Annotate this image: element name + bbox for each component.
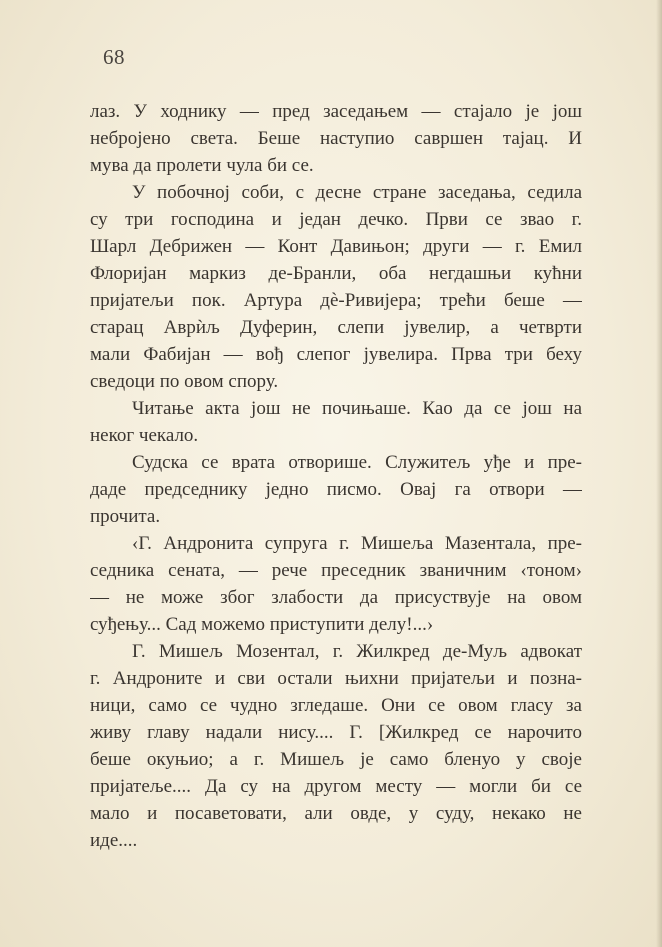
text-line: ници, само се чудно згледаше. Они се овом гласу за xyxy=(90,695,582,716)
text-line: Читање акта још не почињаше. Као да се још на xyxy=(132,398,582,419)
text-line: лаз. У ходнику — пред заседањем — стајало је још xyxy=(90,101,582,122)
body-text xyxy=(90,98,582,854)
text-line: мало и посаветовати, али овде, у суду, некако не xyxy=(90,803,582,824)
paragraph xyxy=(90,179,582,395)
text-line: живу главу надали нису.... Г. [Жилкред се нарочито xyxy=(90,722,582,743)
text-line: су три господина и један дечко. Први се звао г. xyxy=(90,209,582,230)
text-line: сведоци по овом спору. xyxy=(90,371,279,392)
page-edge xyxy=(656,0,662,947)
text-line: седника сената, — рече преседник званичним ‹тоном› xyxy=(90,560,582,581)
text-line: У побочној соби, с десне стране заседања, седила xyxy=(132,182,582,203)
paragraph xyxy=(90,449,582,530)
text-line: иде.... xyxy=(90,830,138,851)
text-line: старац Аврѝљ Дуферин, слепи јувелир, а четврти xyxy=(90,317,582,338)
text-line: прочита. xyxy=(90,506,161,527)
paragraph xyxy=(90,530,582,638)
text-line: Флоријан маркиз де-Бранли, оба негдашњи кућни xyxy=(90,263,582,284)
text-line: мува да пролети чула би се. xyxy=(90,155,314,176)
text-line: Судска се врата отворише. Служитељ уђе и пре- xyxy=(132,452,582,473)
text-line: г. Андроните и сви остали њихни пријатељи и позна- xyxy=(90,668,582,689)
page-number: 68 xyxy=(103,45,125,69)
paragraph xyxy=(90,638,582,854)
text-line: — не може због злабости да присуствује на овом xyxy=(90,587,582,608)
text-line: беше окуњио; а г. Мишељ је само бленуо у своје xyxy=(90,749,582,770)
text-line: неког чекало. xyxy=(90,425,199,446)
text-line: мали Фабијан — вођ слепог јувелира. Прва три беху xyxy=(90,344,582,365)
text-line: Шарл Дебрижен — Конт Давињон; други — г. Емил xyxy=(90,236,582,257)
text-line: небројено света. Беше наступио савршен тајац. И xyxy=(90,128,582,149)
text-line: ‹Г. Андронита супруга г. Мишеља Мазентала, пре- xyxy=(132,533,582,554)
text-line: Г. Мишељ Мозентал, г. Жилкред де-Муљ адвокат xyxy=(132,641,582,662)
text-line: пријатеље.... Да су на другом месту — могли би се xyxy=(90,776,582,797)
paragraph xyxy=(90,395,582,449)
paragraph xyxy=(90,98,582,179)
text-line: суђењу... Сад можемо приступити делу!...› xyxy=(90,614,434,635)
text-line: даде председнику једно писмо. Овај га отвори — xyxy=(90,479,582,500)
text-line: пријатељи пок. Артура дѐ-Ривијера; трећи беше — xyxy=(90,290,582,311)
